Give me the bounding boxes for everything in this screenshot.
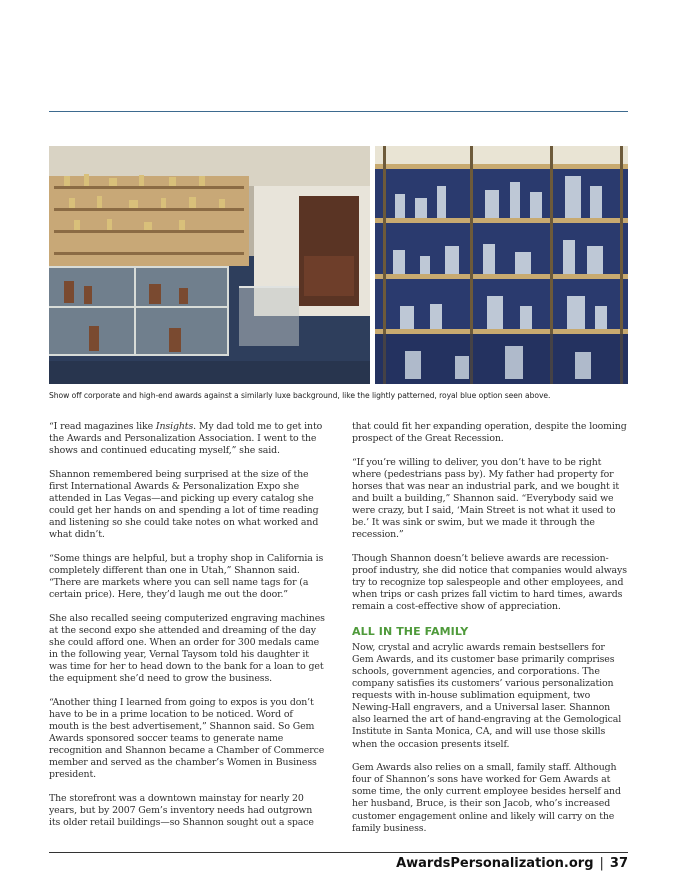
- paragraph: “Another thing I learned from going to expos is you don’t have to be in a prime location to be noticed. Word of mouth is the best advertisement,” Shannon said. So Gem Awards sponsored soccer teams to generate name recognition and Shannon became a Chamber of Commerce member and served as the chamber’s Women in Business president.: [49, 696, 325, 781]
- website-link[interactable]: AwardsPersonalization.org: [396, 856, 594, 871]
- top-rule: [49, 111, 628, 112]
- paragraph: “If you’re willing to deliver, you don’t have to be right where (pedestrians pass by). My father had property for horses that was near an industrial park, and we bought it and built a building,” Shannon said. “Everybody said we were crazy, but I said, ‘Main Street is not what it used to be.’ It was sink or swim, but we made it through the recession.”: [352, 456, 620, 541]
- paragraph: “I read magazines like Insights. My dad told me to get into the Awards and Personalization Association. I went to the shows and continued educating myself,” she said.: [49, 421, 323, 457]
- paragraph: Gem Awards also relies on a small, family staff. Although four of Shannon’s sons have worked for Gem Awards at some time, the only current employee besides herself and her husband, Bruce, is their son Jacob, who’s increased customer engagement online and likely will carry on the family business.: [352, 762, 621, 834]
- article-right-column: [352, 421, 628, 835]
- photo-caption: Show off corporate and high-end awards against a similarly luxe background, like the lightly patterned, royal blue option seen above.: [49, 391, 551, 400]
- section-subhead: ALL IN THE FAMILY: [352, 624, 469, 638]
- paragraph: “Some things are helpful, but a trophy shop in California is completely different than one in Utah,” Shannon said. “There are markets where you can sell name tags for (a certain price). Here, they’d laugh me out the door.”: [49, 552, 324, 601]
- paragraph: The storefront was a downtown mainstay for nearly 20 years, but by 2007 Gem’s inventory needs had outgrown its older retail buildings—so Shannon sought out a space: [49, 792, 314, 829]
- page-footer: [396, 856, 628, 871]
- footer-rule: [49, 852, 628, 853]
- article-left-column: [49, 421, 325, 829]
- paragraph: that could fit her expanding operation, despite the looming prospect of the Great Recession.: [352, 421, 627, 445]
- footer-separator: |: [599, 856, 604, 871]
- paragraph: Now, crystal and acrylic awards remain bestsellers for Gem Awards, and its customer base primarily comprises schools, government agencies, and corporations. The company satisfies its customers’ various personalization requests with in-house sublimation equipment, two Newing-Hall engravers, and a Universal laser. Shannon also learned the art of hand-engraving at the Gemological Institute in Santa Monica, CA, and will use those skills when the occasion presents itself.: [352, 641, 622, 750]
- showroom-photo: [49, 146, 370, 384]
- paragraph: Shannon remembered being surprised at the size of the first International Awards & Personalization Expo she attended in Las Vegas—and picking up every catalog she could get her hands on and spending a lot of time reading and listening so she could take notes on what worked and what didn’t.: [49, 468, 319, 541]
- paragraph: She also recalled seeing computerized engraving machines at the second expo she attended and dreaming of the day she could afford one. When an order for 300 medals came in the following year, Vernal Taysom told his daughter it was time for her to head down to the bank for a loan to get the equipment she’d need to grow the business.: [49, 612, 325, 685]
- crystal-awards-photo: [375, 146, 628, 384]
- paragraph: Though Shannon doesn’t believe awards are recession-proof industry, she did notice that companies would always try to recognize top salespeople and other employees, and when trips or cash prizes fall victim to hard times, awards remain a cost-effective show of appreciation.: [352, 552, 627, 613]
- page-number: 37: [609, 856, 628, 871]
